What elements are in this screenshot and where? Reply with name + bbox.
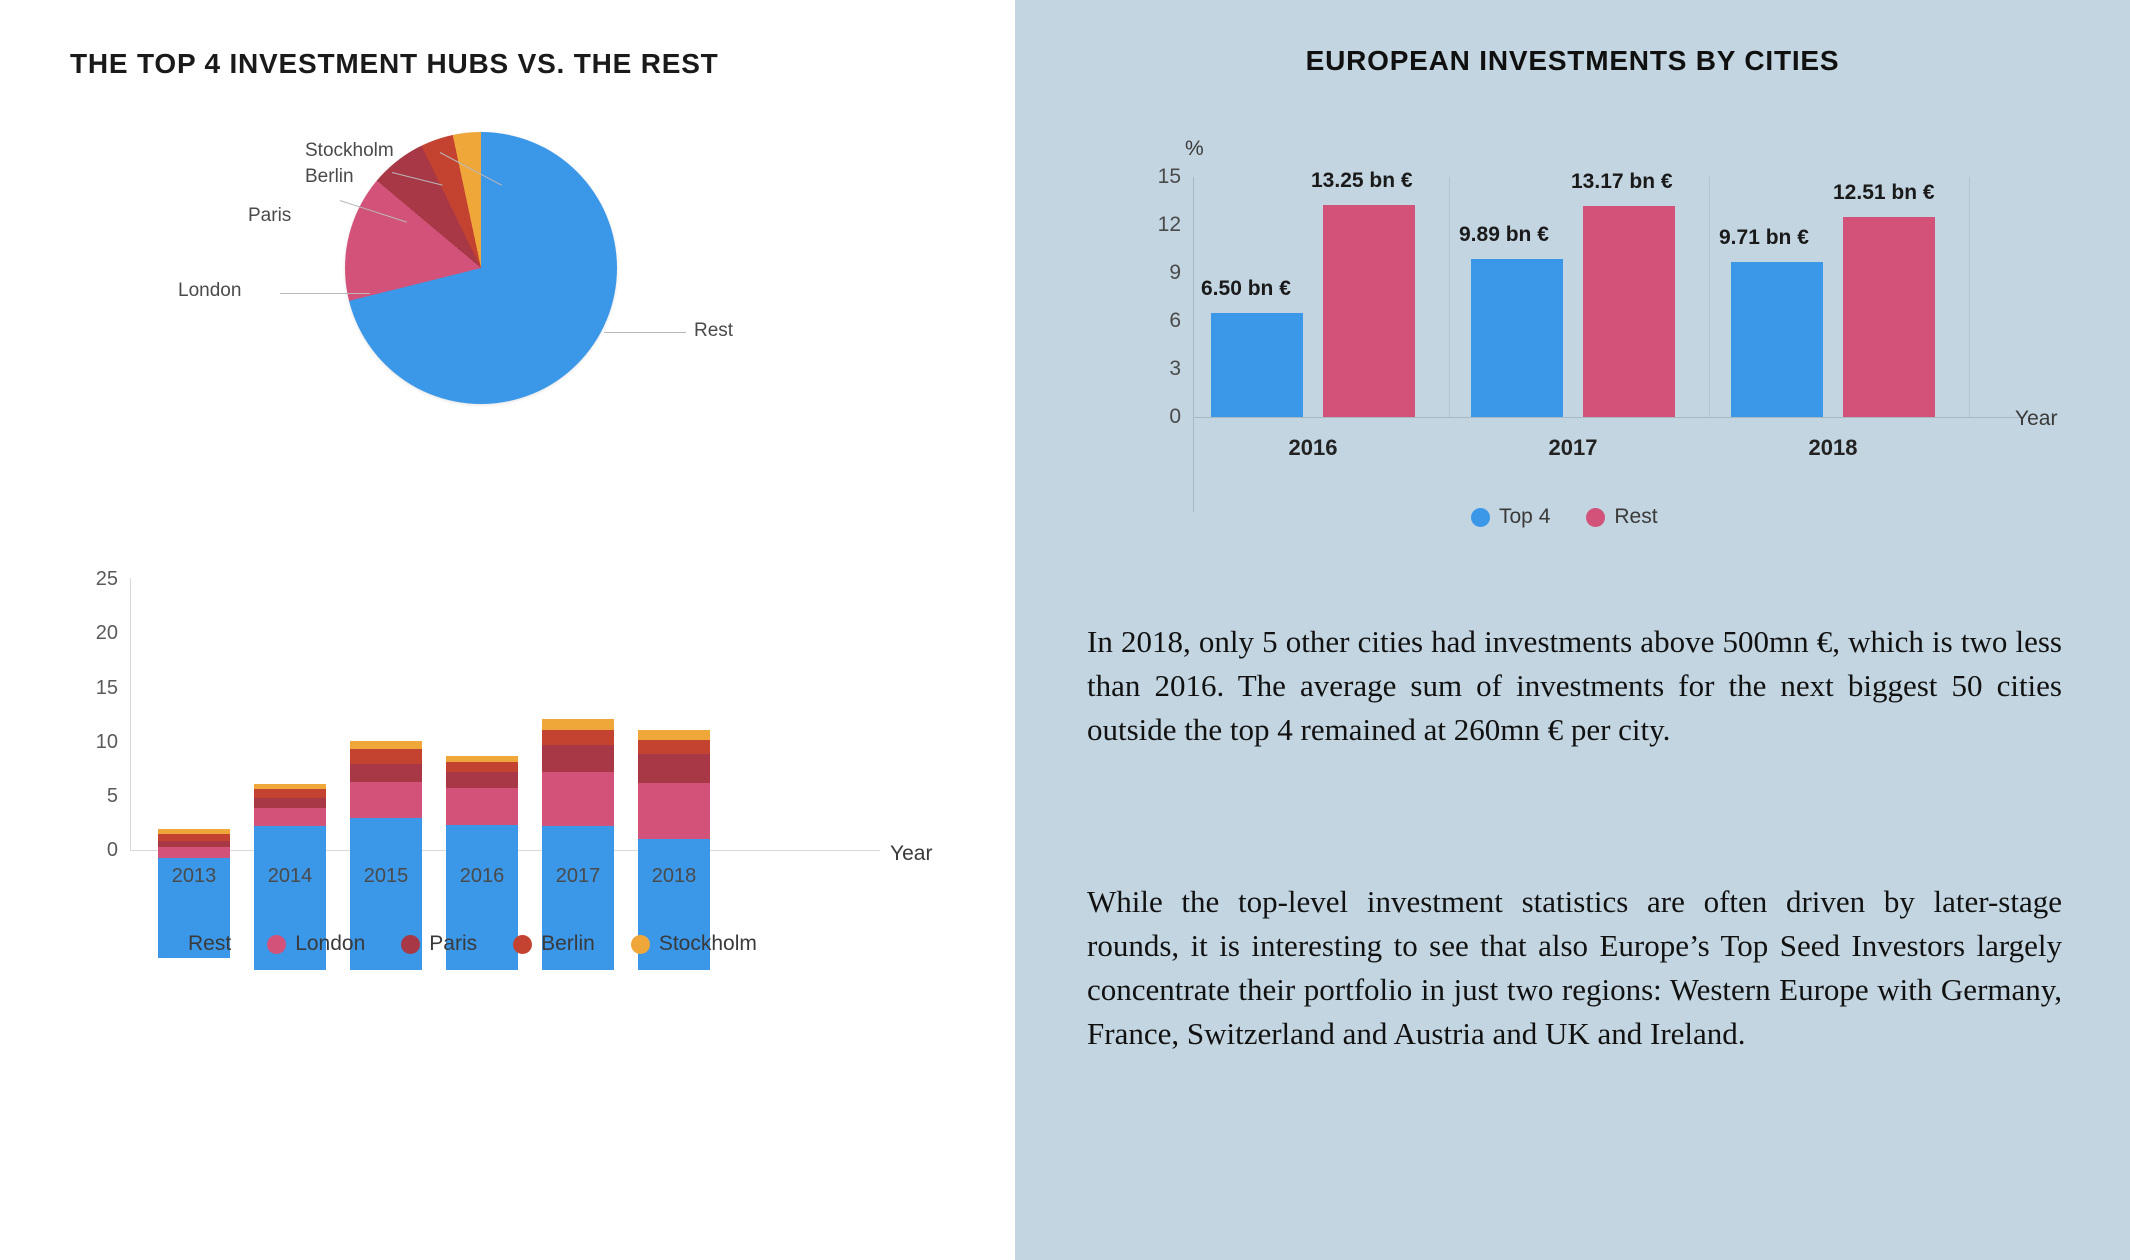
legend-dot-icon [160, 935, 179, 954]
left-panel [0, 0, 1015, 1260]
grouped-chart-legend [1471, 505, 1684, 529]
grouped-xtick-2017: 2017 [1548, 435, 1598, 460]
grouped-ytick-15: 15 [1157, 165, 1181, 188]
stacked-xtick-2018: 2018 [651, 865, 697, 887]
grouped-bar-value-2018-rest: 12.51 bn € [1833, 181, 1935, 204]
stacked-seg-london [446, 788, 518, 825]
stacked-seg-paris [254, 798, 326, 808]
grouped-bar-value-2017-top4: 9.89 bn € [1459, 223, 1549, 246]
stacked-bar-chart [0, 550, 1015, 970]
stacked-seg-berlin [542, 730, 614, 745]
pie-label-stockholm: Stockholm [305, 140, 394, 161]
stacked-seg-paris [638, 754, 710, 782]
legend-label: Top 4 [1499, 505, 1551, 528]
grouped-bar-2017-top4 [1471, 259, 1563, 417]
grouped-bar-2018-rest [1843, 217, 1935, 417]
legend-dot-icon [267, 935, 286, 954]
pie-label-london: London [178, 280, 242, 301]
right-panel-title: EUROPEAN INVESTMENTS BY CITIES [1305, 45, 1840, 76]
grouped-separator-3 [1969, 177, 1970, 417]
stacked-seg-london [254, 808, 326, 827]
stacked-bar-2016 [446, 670, 518, 970]
legend-item-paris [401, 932, 477, 956]
right-panel [1015, 0, 2130, 1260]
legend-label: Stockholm [658, 932, 757, 955]
stacked-xtick-2013: 2013 [171, 865, 217, 887]
pie-leader-london [280, 293, 370, 294]
stacked-seg-london [638, 783, 710, 840]
pie-label-paris: Paris [248, 205, 292, 226]
stacked-seg-berlin [254, 789, 326, 798]
stacked-bar-2014 [254, 670, 326, 970]
grouped-ytick-12: 12 [1157, 213, 1181, 236]
legend-label: Rest [188, 932, 232, 955]
grouped-y-unit-label: % [1185, 137, 1204, 160]
legend-label: London [295, 932, 366, 955]
grouped-ytick-6: 6 [1169, 309, 1181, 332]
stacked-ytick-10: 10 [95, 731, 118, 753]
legend-item-berlin [513, 932, 595, 956]
stacked-seg-paris [542, 745, 614, 772]
grouped-ytick-3: 3 [1169, 357, 1181, 380]
grouped-bar-2018-top4 [1731, 262, 1823, 417]
pie-leader-rest [604, 332, 686, 333]
legend-dot-icon [1471, 508, 1490, 527]
legend-item-top4 [1471, 505, 1550, 529]
pie-label-rest: Rest [694, 320, 734, 341]
legend-item-london [267, 932, 365, 956]
grouped-bar-value-2016-top4: 6.50 bn € [1201, 277, 1291, 300]
grouped-xtick-2016: 2016 [1288, 435, 1338, 460]
stacked-ytick-5: 5 [106, 785, 118, 807]
legend-label: Paris [429, 932, 478, 955]
grouped-axis-label-year: Year [2015, 407, 2058, 430]
stacked-xtick-2014: 2014 [267, 865, 313, 887]
stacked-bar-2013 [158, 670, 230, 970]
stacked-seg-stockholm [638, 730, 710, 741]
grouped-bar-chart [1015, 77, 2130, 577]
legend-label: Berlin [541, 932, 595, 955]
legend-dot-icon [401, 935, 420, 954]
stacked-seg-london [158, 847, 230, 858]
stacked-seg-london [542, 772, 614, 826]
stacked-xtick-2015: 2015 [363, 865, 409, 887]
stacked-ytick-0: 0 [106, 839, 118, 861]
grouped-ytick-0: 0 [1169, 405, 1181, 428]
stacked-chart-legend [160, 932, 783, 956]
legend-item-stockholm [631, 932, 757, 956]
grouped-y-axis [1193, 177, 1194, 512]
stacked-seg-stockholm [350, 741, 422, 750]
stacked-ytick-25: 25 [95, 568, 118, 590]
legend-dot-icon [513, 935, 532, 954]
grouped-bar-2017-rest [1583, 206, 1675, 417]
legend-label: Rest [1614, 505, 1658, 528]
stacked-seg-london [350, 782, 422, 818]
pie-chart [0, 80, 1015, 550]
grouped-x-axis [1193, 417, 2023, 418]
stacked-seg-paris [446, 772, 518, 788]
grouped-bar-value-2018-top4: 9.71 bn € [1719, 226, 1809, 249]
stacked-y-axis [130, 578, 131, 850]
grouped-separator-1 [1449, 177, 1450, 417]
stacked-bar-2015 [350, 670, 422, 970]
legend-item-rest [1586, 505, 1657, 529]
stacked-seg-berlin [638, 740, 710, 754]
stacked-ytick-15: 15 [95, 677, 118, 699]
grouped-ytick-9: 9 [1169, 261, 1181, 284]
stacked-seg-stockholm [542, 719, 614, 730]
stacked-axis-label-year: Year [890, 842, 933, 865]
stacked-ytick-20: 20 [95, 622, 118, 644]
stacked-seg-paris [350, 764, 422, 781]
stacked-seg-berlin [350, 749, 422, 764]
stacked-xtick-2017: 2017 [555, 865, 601, 887]
legend-item-rest [160, 932, 231, 956]
left-panel-title: THE TOP 4 INVESTMENT HUBS VS. THE REST [70, 48, 719, 79]
stacked-xtick-2016: 2016 [459, 865, 505, 887]
grouped-bar-2016-top4 [1211, 313, 1303, 417]
stacked-seg-berlin [446, 762, 518, 772]
legend-dot-icon [1586, 508, 1605, 527]
grouped-bar-2016-rest [1323, 205, 1415, 417]
grouped-bar-value-2016-rest: 13.25 bn € [1311, 169, 1413, 192]
grouped-bar-value-2017-rest: 13.17 bn € [1571, 170, 1673, 193]
stacked-bar-2018 [638, 670, 710, 970]
paragraph-two: While the top-level investment statistics are often driven by later-stage rounds, it is interesting to see that also Europe’s Top Seed Investors largely concentrate their portfolio in just two regions: Western Europe with Germany, France, Switzerland and Austria and UK and Ireland. [1087, 884, 2062, 1052]
paragraph-one: In 2018, only 5 other cities had investments above 500mn €, which is two less than 2016. The average sum of investments for the next biggest 50 cities outside the top 4 remained at 260mn € per city. [1087, 624, 2062, 748]
grouped-separator-2 [1709, 177, 1710, 417]
pie-label-berlin: Berlin [305, 166, 354, 187]
grouped-xtick-2018: 2018 [1808, 435, 1858, 460]
stacked-bar-2017 [542, 670, 614, 970]
legend-dot-icon [631, 935, 650, 954]
